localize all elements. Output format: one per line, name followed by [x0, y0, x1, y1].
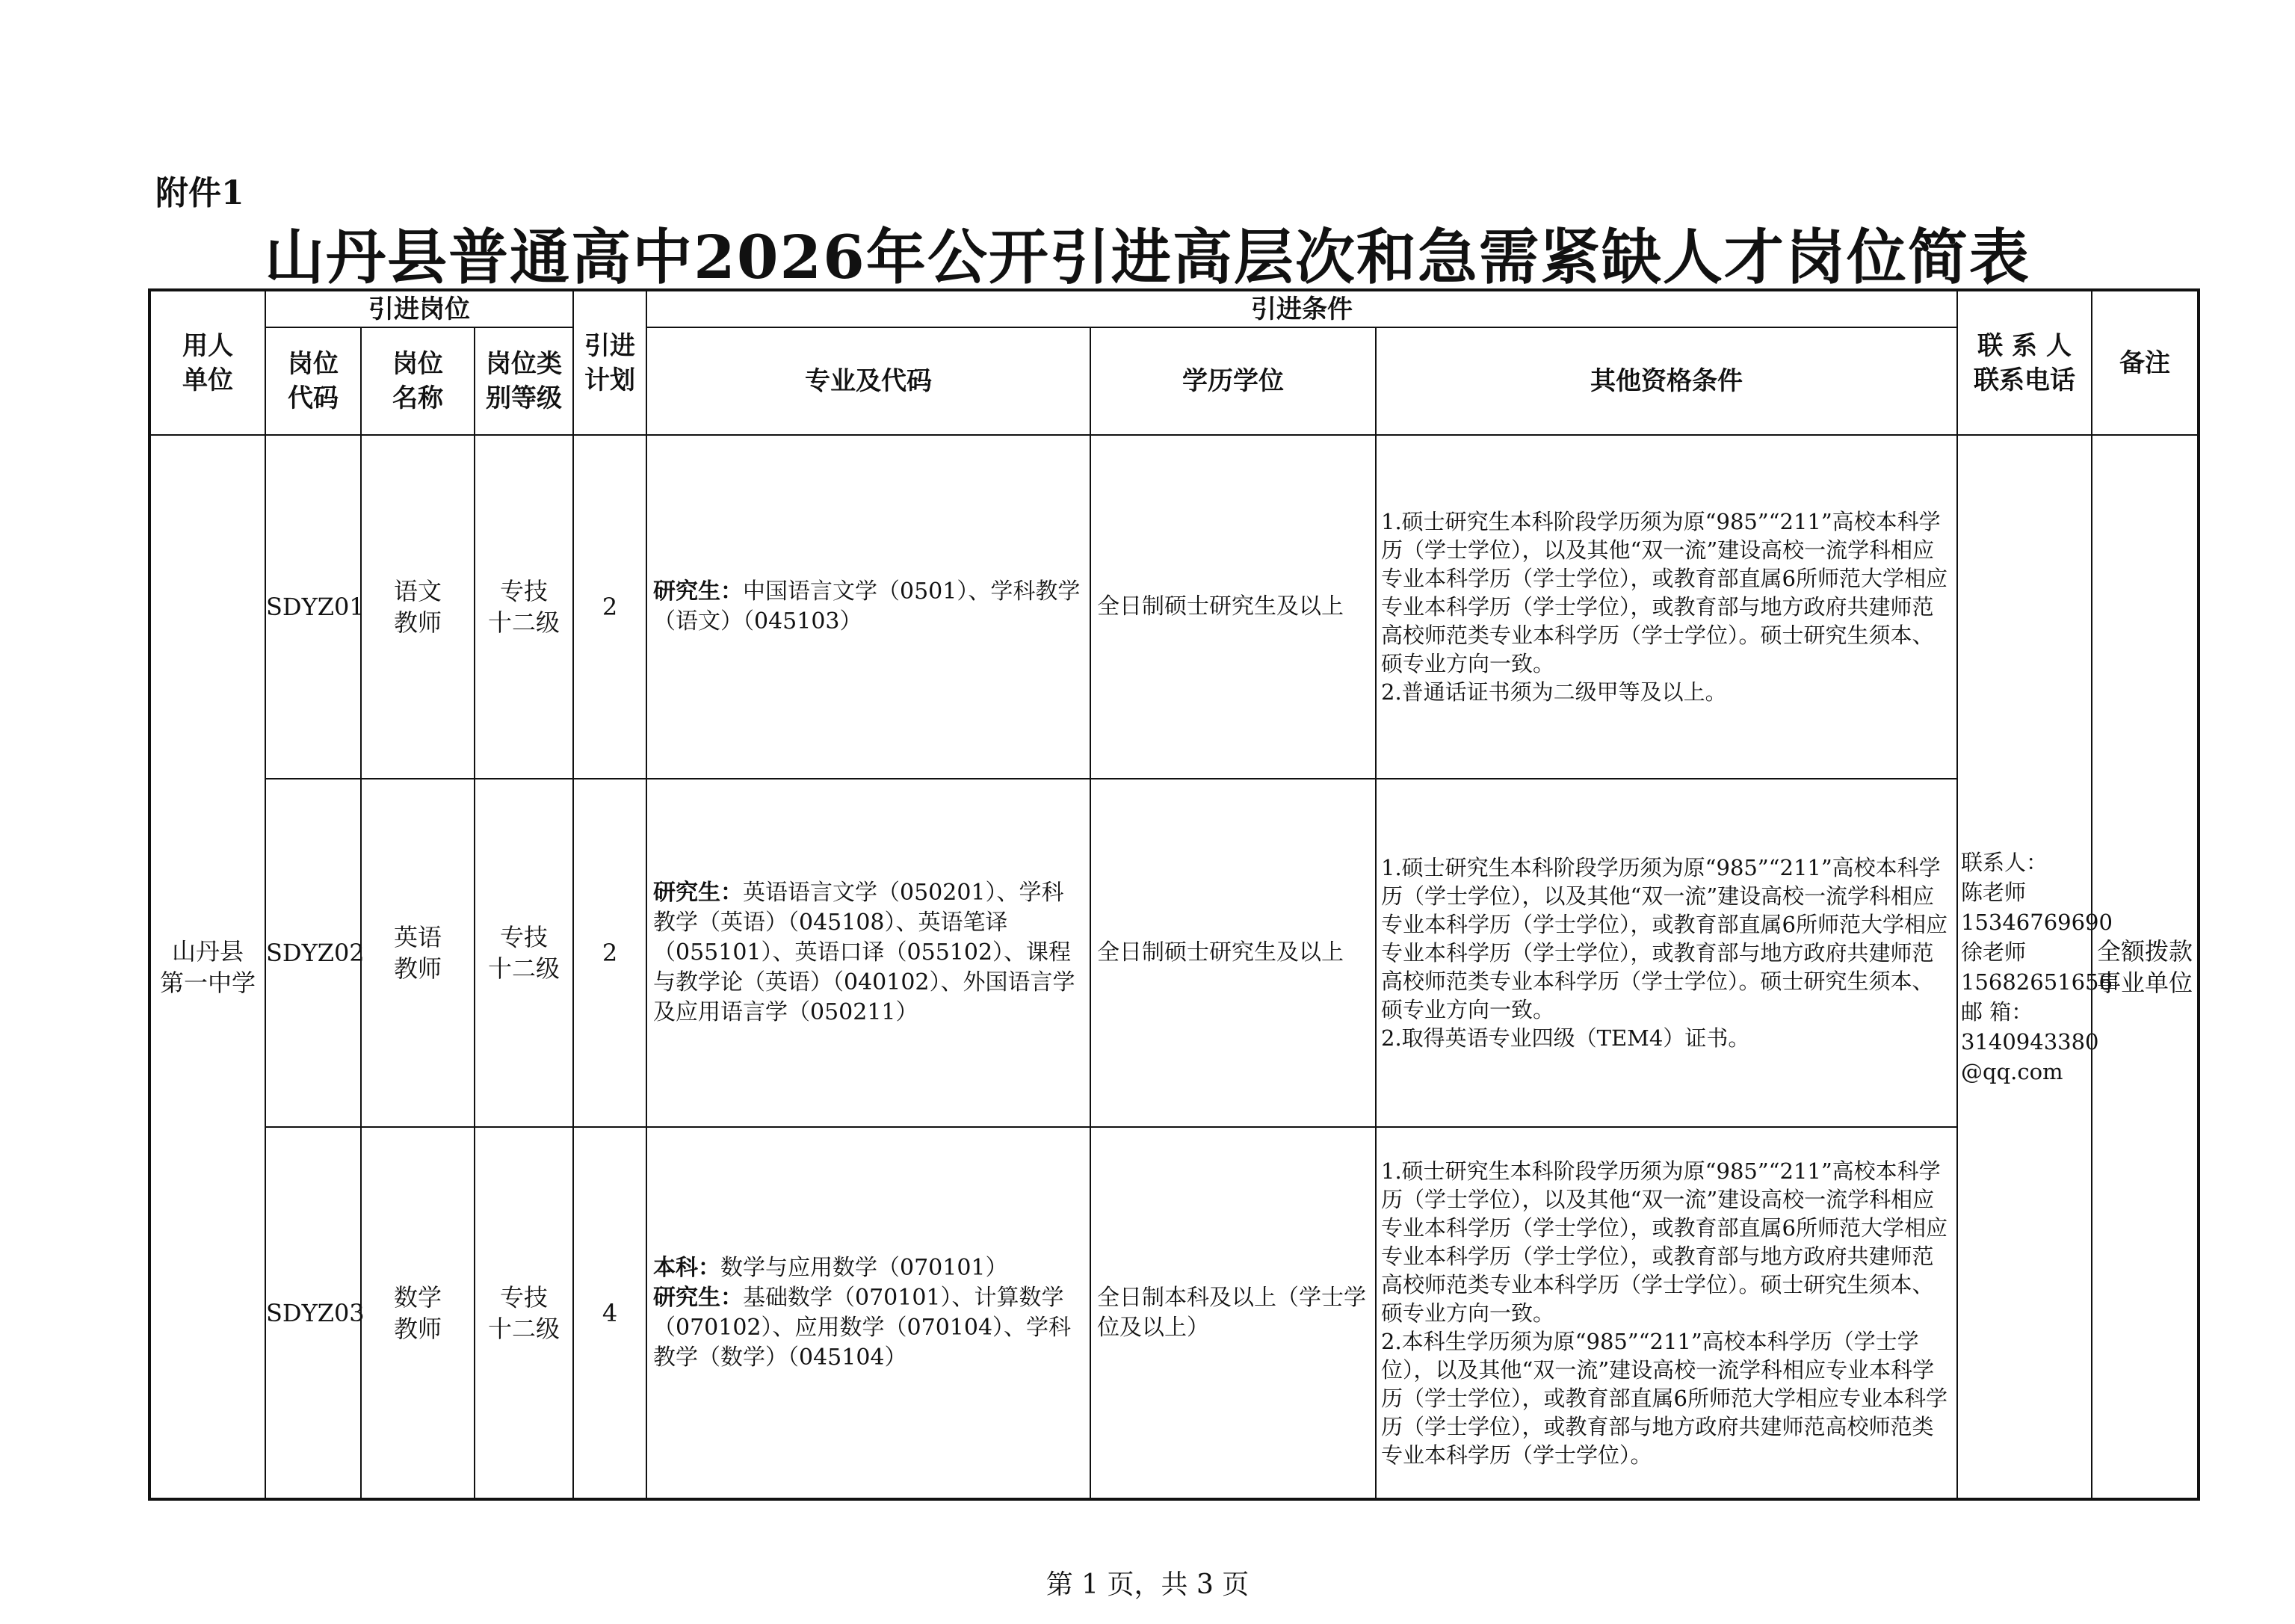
degree-cell: 全日制硕士研究生及以上 [1090, 435, 1376, 779]
major-cell [646, 435, 1090, 779]
header-plan [573, 290, 646, 435]
major-text: 基础数学（070101）、计算数学（070102）、应用数学（070104）、学科教学（数学）（045104） [653, 1284, 1072, 1371]
post-plan: 4 [573, 1127, 646, 1499]
unit-cell [149, 435, 265, 1499]
major-line [653, 1283, 1084, 1373]
major-line [653, 1253, 1084, 1283]
post-name [361, 435, 475, 779]
header-post-name [361, 327, 475, 435]
post-level-text: 专技 十二级 [487, 1282, 560, 1343]
header-post-level [475, 327, 573, 435]
header-contact [1957, 290, 2092, 435]
header-unit [149, 290, 265, 435]
recruitment-table-container [148, 288, 2197, 1498]
major-tag: 本科： [653, 1254, 720, 1281]
header-contact-text: 联 系 人 联系电话 [1974, 330, 2075, 395]
header-post-name-text: 岗位 名称 [392, 349, 443, 413]
major-cell [646, 779, 1090, 1127]
header-post-group: 引进岗位 [265, 290, 573, 327]
header-post-code-text: 岗位 代码 [288, 349, 339, 413]
contact-text: 联系人： 陈老师 15346769690 徐老师 15682651656 邮 箱： 3140943380 @qq.com [1961, 849, 2113, 1084]
unit-text: 山丹县 第一中学 [159, 936, 256, 997]
degree-cell: 全日制硕士研究生及以上 [1090, 779, 1376, 1127]
major-tag: 研究生： [653, 578, 743, 605]
header-remark: 备注 [2092, 290, 2199, 435]
contact-cell [1957, 435, 2113, 1499]
header-major: 专业及代码 [646, 327, 1090, 435]
remark-text: 全额拨款 事业单位 [2096, 936, 2193, 997]
attachment-label: 附件1 [155, 174, 244, 212]
post-code: SDYZ01 [265, 435, 361, 779]
post-name [361, 1127, 475, 1499]
post-plan: 2 [573, 435, 646, 779]
major-cell [646, 1127, 1090, 1499]
header-cond-group: 引进条件 [646, 290, 1957, 327]
other-text: 1.硕士研究生本科阶段学历须为原“985”“211”高校本科学历（学士学位），以及其他“双一流”建设高校一流学科相应专业本科学历（学士学位），或教育部直属6所师范大学相应专业本科学历（学士学位），或教育部与地方政府共建师范高校师范类专业本科学历（学士学位）。硕士研究生须本、硕专业方向一致。 2.取得英语专业四级（TEM4）证书。 [1381, 855, 1947, 1051]
recruitment-table [148, 288, 2200, 1501]
post-level-text: 专技 十二级 [487, 577, 560, 637]
other-cell [1376, 1127, 1957, 1499]
header-plan-text: 引进 计划 [584, 330, 635, 395]
header-other: 其他资格条件 [1376, 327, 1957, 435]
post-code: SDYZ02 [265, 779, 361, 1127]
header-post-code [265, 327, 361, 435]
header-unit-text: 用人 单位 [182, 330, 233, 395]
major-text: 数学与应用数学（070101） [720, 1254, 1008, 1281]
post-plan: 2 [573, 779, 646, 1127]
other-cell [1376, 435, 1957, 779]
post-level [475, 1127, 573, 1499]
degree-cell: 全日制本科及以上（学士学位及以上） [1090, 1127, 1376, 1499]
major-tag: 研究生： [653, 880, 743, 906]
post-code: SDYZ03 [265, 1127, 361, 1499]
major-tag: 研究生： [653, 1284, 743, 1311]
major-text: 中国语言文学（0501）、学科教学（语文）（045103） [653, 578, 1081, 635]
post-level-text: 专技 十二级 [487, 923, 560, 983]
other-text: 1.硕士研究生本科阶段学历须为原“985”“211”高校本科学历（学士学位），以及其他“双一流”建设高校一流学科相应专业本科学历（学士学位），或教育部直属6所师范大学相应专业本科学历（学士学位），或教育部与地方政府共建师范高校师范类专业本科学历（学士学位）。硕士研究生须本、硕专业方向一致。 2.普通话证书须为二级甲等及以上。 [1381, 509, 1947, 705]
page-footer: 第 1 页，共 3 页 [1045, 1569, 1250, 1600]
table-row [149, 779, 2199, 1127]
header-degree: 学历学位 [1090, 327, 1376, 435]
other-text: 1.硕士研究生本科阶段学历须为原“985”“211”高校本科学历（学士学位），以及其他“双一流”建设高校一流学科相应专业本科学历（学士学位），或教育部直属6所师范大学相应专业本科学历（学士学位），或教育部与地方政府共建师范高校师范类专业本科学历（学士学位）。硕士研究生须本、硕专业方向一致。 2.本科生学历须为原“985”“211”高校本科学历（学士学位），以及其他“双一流”建设高校一流学科相应专业本科学历（学士学位），或教育部直属6所师范大学相应专业本科学历（学士学位），或教育部与地方政府共建师范高校师范类专业本科学历（学士学位）。 [1381, 1158, 1947, 1468]
header-post-level-text: 岗位类 别等级 [486, 349, 562, 413]
post-level [475, 779, 573, 1127]
major-text: 英语语言文学（050201）、学科教学（英语）（045108）、英语笔译（055101）、英语口译（055102）、课程与教学论（英语）（040102）、外国语言学及应用语言学（050211） [653, 880, 1075, 1025]
post-name-text: 数学 教师 [393, 1282, 442, 1343]
post-name-text: 语文 教师 [393, 577, 442, 637]
table-row [149, 1127, 2199, 1499]
post-name [361, 779, 475, 1127]
other-cell [1376, 779, 1957, 1127]
table-row [149, 435, 2199, 779]
page-title: 山丹县普通高中2026年公开引进高层次和急需紧缺人才岗位简表 [265, 222, 2030, 292]
post-name-text: 英语 教师 [393, 923, 442, 983]
post-level [475, 435, 573, 779]
remark-cell [2092, 435, 2199, 1499]
